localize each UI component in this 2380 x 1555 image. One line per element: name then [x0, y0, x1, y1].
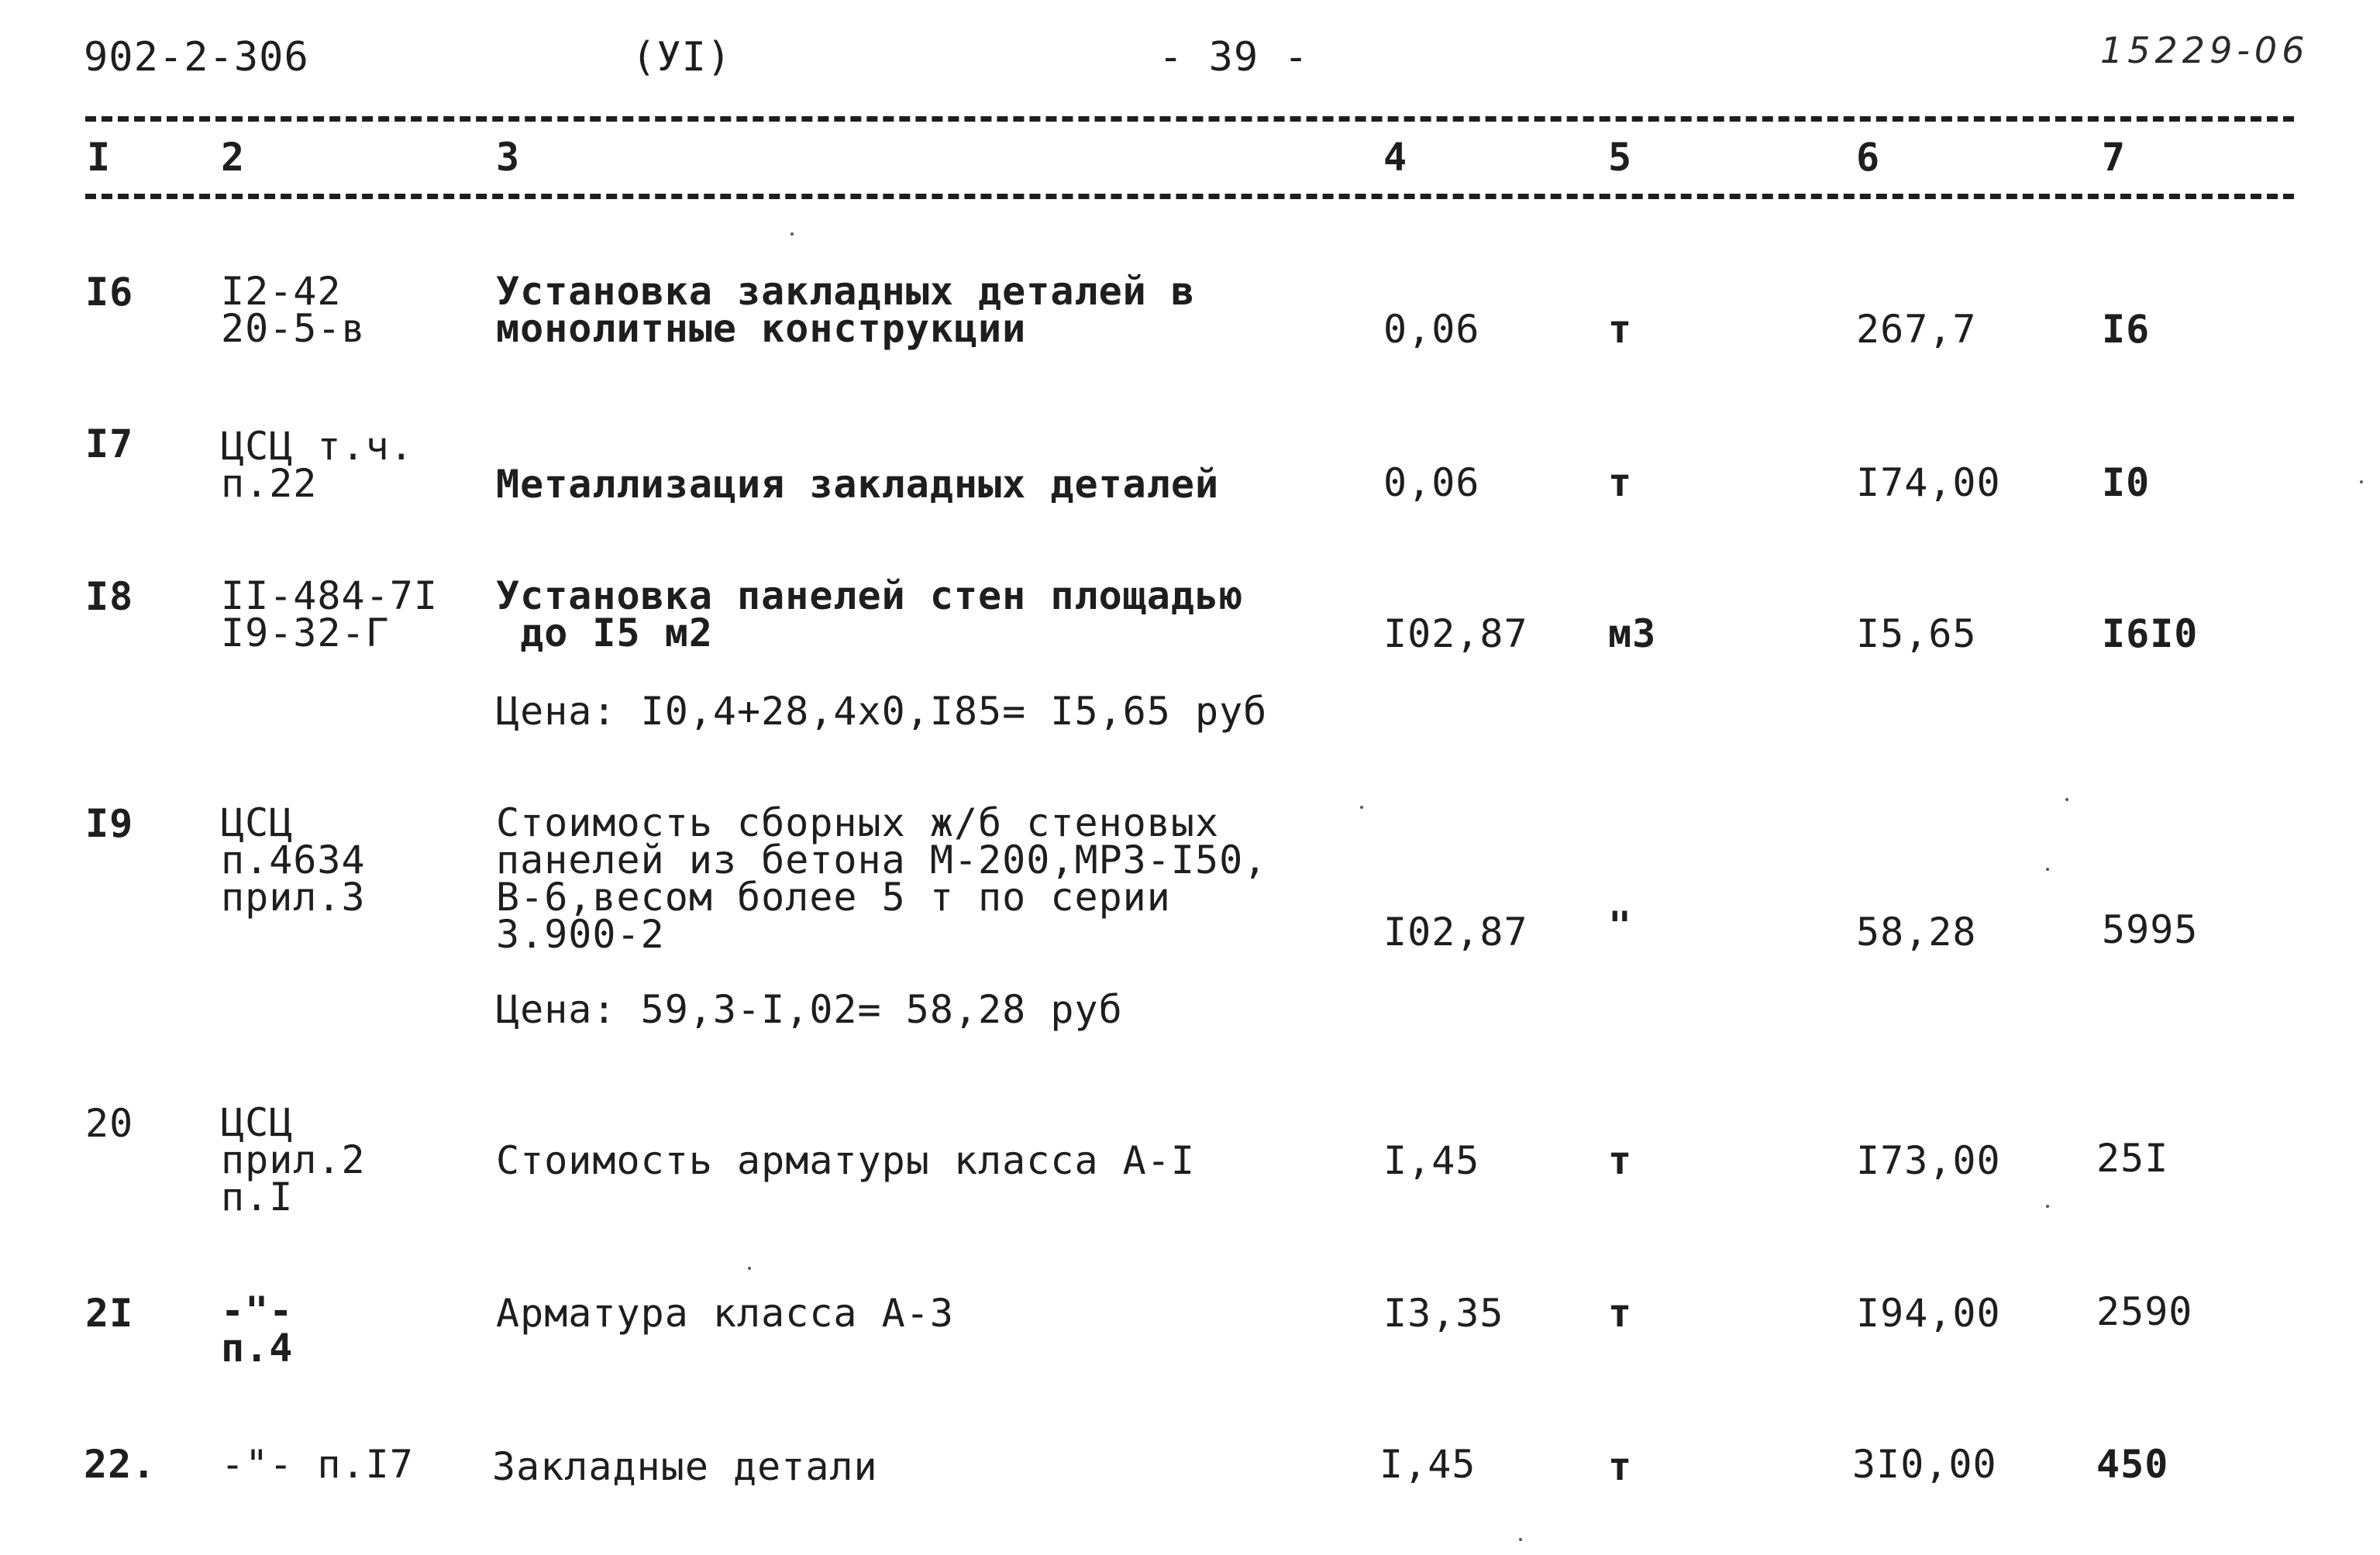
row-number: I8 — [85, 574, 134, 619]
work-description: Установка панелей стен площадью до I5 м2 — [496, 573, 1244, 655]
row-total: 25I — [2096, 1136, 2169, 1181]
column-header-1: I — [87, 135, 112, 180]
row-total: 5995 — [2102, 907, 2199, 952]
rate-code: -"- п.I7 — [221, 1442, 414, 1487]
price-calculation-note: Цена: I0,4+28,4х0,I85= I5,65 руб — [496, 689, 1268, 734]
row-total: I6 — [2102, 307, 2151, 352]
rate-code: I2-42 20-5-в — [221, 269, 366, 351]
row-number: 22. — [84, 1442, 157, 1487]
row-total: I0 — [2102, 460, 2151, 505]
header-rule-bottom — [85, 194, 2294, 199]
archive-stamp: 15229-06 — [2100, 29, 2309, 71]
rate-code: ЦСЦ прил.2 п.I — [221, 1100, 366, 1220]
unit-price: I74,00 — [1856, 460, 2001, 505]
row-number: 20 — [85, 1101, 134, 1146]
quantity: I,45 — [1379, 1442, 1476, 1487]
work-description: Арматура класса А-3 — [496, 1291, 954, 1336]
unit: т — [1608, 1444, 1633, 1489]
column-header-5: 5 — [1608, 135, 1633, 180]
row-number: I7 — [85, 421, 134, 466]
scan-speck — [790, 232, 794, 236]
unit-price: I73,00 — [1856, 1138, 2001, 1183]
scan-speck — [2065, 798, 2068, 801]
column-header-6: 6 — [1856, 135, 1881, 180]
scan-speck — [1360, 806, 1363, 809]
column-header-3: 3 — [496, 135, 521, 180]
rate-code: ЦСЦ п.4634 прил.3 — [221, 800, 366, 920]
unit-price: 3I0,00 — [1852, 1442, 1997, 1487]
row-number: 2I — [85, 1291, 134, 1336]
column-header-7: 7 — [2102, 135, 2127, 180]
unit-price: 58,28 — [1856, 910, 1977, 955]
unit: т — [1608, 1291, 1633, 1336]
quantity: I,45 — [1383, 1138, 1480, 1183]
unit: т — [1608, 1138, 1633, 1183]
row-total: 450 — [2096, 1442, 2169, 1487]
quantity: I3,35 — [1383, 1291, 1504, 1336]
unit-price: I94,00 — [1856, 1291, 2001, 1336]
price-calculation-note: Цена: 59,3-I,02= 58,28 руб — [496, 987, 1123, 1032]
work-description: Металлизация закладных деталей — [496, 462, 1220, 507]
scan-speck — [2360, 480, 2363, 483]
work-description: Установка закладных деталей в монолитные конструкции — [496, 269, 1195, 351]
work-description: Закладные детали — [492, 1444, 878, 1489]
scan-speck — [1519, 1538, 1522, 1541]
work-description: Стоимость сборных ж/б стеновых панелей из бетона М-200,МРЗ-I50, В-6,весом более 5 т по серии 3.900-2 — [496, 800, 1268, 957]
column-header-2: 2 — [221, 135, 246, 180]
rate-code: ЦСЦ т.ч. п.22 — [221, 424, 414, 506]
quantity: I02,87 — [1383, 910, 1528, 955]
row-total: 2590 — [2096, 1289, 2193, 1334]
unit: т — [1608, 307, 1633, 352]
unit-price: 267,7 — [1856, 307, 1977, 352]
page-number: - 39 - — [1159, 34, 1309, 81]
header-rule-top — [85, 116, 2294, 122]
quantity: 0,06 — [1383, 460, 1480, 505]
scan-speck — [2046, 1205, 2049, 1208]
unit-price: I5,65 — [1856, 611, 1977, 656]
row-number: I9 — [85, 801, 134, 846]
scan-speck — [2046, 868, 2049, 871]
quantity: 0,06 — [1383, 307, 1480, 352]
unit: " — [1608, 903, 1633, 948]
scan-speck — [748, 1267, 751, 1270]
document-code: 902-2-306 — [84, 34, 309, 81]
unit: м3 — [1608, 611, 1657, 656]
rate-code: -"- п.4 — [221, 1288, 294, 1371]
quantity: I02,87 — [1383, 611, 1528, 656]
section-label: (УI) — [632, 34, 732, 81]
work-description: Стоимость арматуры класса А-I — [496, 1138, 1195, 1183]
column-header-4: 4 — [1383, 135, 1408, 180]
unit: т — [1608, 460, 1633, 505]
row-number: I6 — [85, 270, 134, 315]
row-total: I6I0 — [2102, 611, 2199, 656]
rate-code: II-484-7I I9-32-Г — [221, 573, 438, 655]
